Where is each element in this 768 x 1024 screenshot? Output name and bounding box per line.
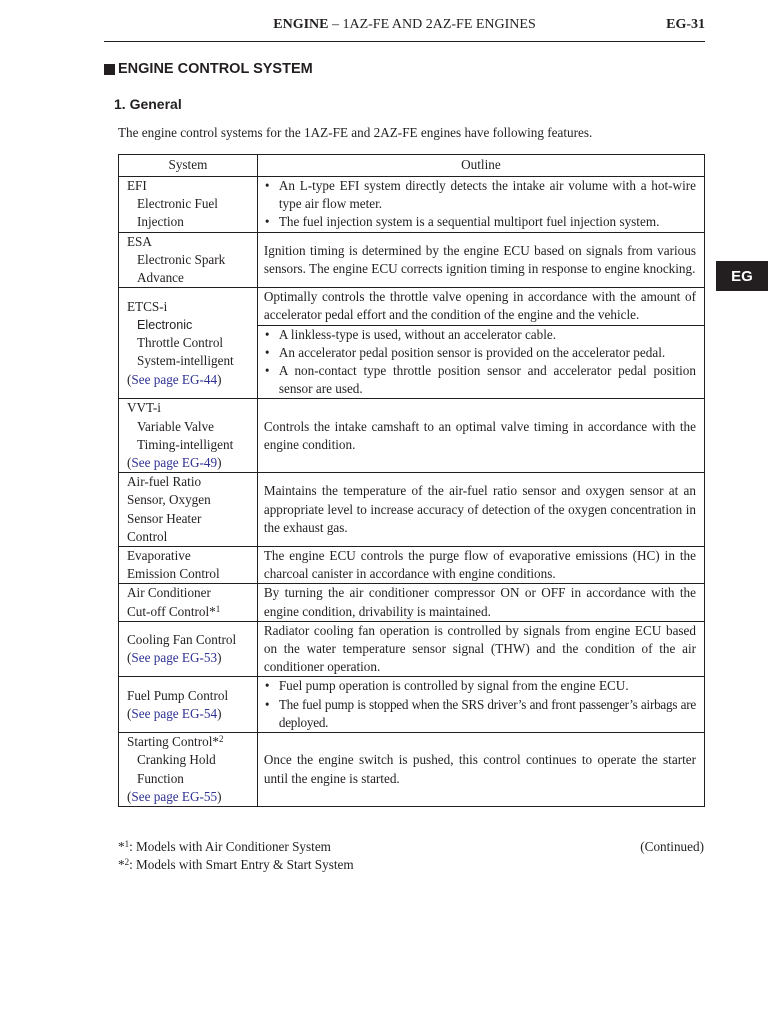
outline-cell: By turning the air conditioner compressor ON or OFF in accordance with the engine condition, drivability is maintained. xyxy=(257,584,704,621)
system-cell: Evaporative Emission Control xyxy=(119,547,258,584)
system-cell: EFI Electronic Fuel Injection xyxy=(119,177,258,233)
system-cell: ESA Electronic Spark Advance xyxy=(119,232,258,288)
footnote-2: *$^2$: Models with Smart Entry & Start System xyxy=(118,857,354,872)
system-cell: Air Conditioner Cut-off Control*$^1$ xyxy=(119,584,258,621)
table-row-starting-control xyxy=(119,733,705,807)
outline-cell: Radiator cooling fan operation is controlled by signals from engine ECU based on the water temperature sensor signal (THW) and the condition of the air conditioner operation. xyxy=(257,621,704,677)
header-title: ENGINE – 1AZ-FE AND 2AZ-FE ENGINES xyxy=(273,17,536,32)
list-item: • The fuel injection system is a sequential multiport fuel injection system. xyxy=(264,213,696,231)
table-row-cooling-fan xyxy=(119,621,705,677)
outline-cell: Ignition timing is determined by the engine ECU based on signals from various sensors. The engine ECU corrects ignition timing in response to engine knocking. xyxy=(257,232,704,288)
section-title: ENGINE CONTROL SYSTEM xyxy=(104,61,313,77)
list-item: • An L-type EFI system directly detects the intake air volume with a hot-wire type air flow meter. xyxy=(264,177,696,213)
outline-cell: Maintains the temperature of the air-fuel ratio sensor and oxygen sensor at an appropriate level to increase accuracy of detection of the oxygen concentration in the exhaust gas. xyxy=(257,473,704,547)
list-item: • Fuel pump operation is controlled by signal from the engine ECU. xyxy=(264,677,696,695)
footnote-1: *$^1$: Models with Air Conditioner System xyxy=(118,839,331,854)
outline-cell: Controls the intake camshaft to an optimal valve timing in accordance with the engine condition. xyxy=(257,399,704,473)
see-page-link[interactable]: See page EG-44 xyxy=(131,371,218,387)
system-cell: Air-fuel Ratio Sensor, Oxygen Sensor Heater Control xyxy=(119,473,258,547)
table-row-efi xyxy=(119,177,705,233)
outline-cell: Optimally controls the throttle valve opening in accordance with the amount of accelerator pedal effort and the condition of the engine and the vehicle. xyxy=(257,288,704,325)
column-header-outline: Outline xyxy=(257,155,704,177)
outline-cell xyxy=(257,677,704,733)
table-row-etcs-i xyxy=(119,288,705,325)
table-row-fuel-pump xyxy=(119,677,705,733)
outline-cell: Once the engine switch is pushed, this control continues to operate the starter until the engine is started. xyxy=(257,733,704,807)
intro-paragraph: The engine control systems for the 1AZ-FE and 2AZ-FE engines have following features. xyxy=(118,125,593,140)
list-item: • A linkless-type is used, without an accelerator cable. xyxy=(264,326,696,344)
system-cell: Cooling Fan Control (See page EG-53) xyxy=(119,621,258,677)
page-header xyxy=(104,14,705,42)
features-table xyxy=(118,154,705,807)
outline-cell: The engine ECU controls the purge flow of evaporative emissions (HC) in the charcoal canister in accordance with engine conditions. xyxy=(257,547,704,584)
system-cell: Starting Control*$^2$ Cranking Hold Function (See page EG-55) xyxy=(119,733,258,807)
outline-cell xyxy=(257,325,704,399)
table-row-esa xyxy=(119,232,705,288)
section-tab: EG xyxy=(716,261,768,291)
table-row-air-conditioner xyxy=(119,584,705,621)
table-row-vvt-i xyxy=(119,399,705,473)
system-cell: VVT-i Variable Valve Timing-intelligent (See page EG-49) xyxy=(119,399,258,473)
square-bullet-icon xyxy=(104,64,115,75)
column-header-system: System xyxy=(119,155,258,177)
subsection-title: 1. General xyxy=(114,96,182,112)
table-row-evaporative xyxy=(119,547,705,584)
table-row-air-fuel-ratio xyxy=(119,473,705,547)
see-page-link[interactable]: See page EG-49 xyxy=(131,455,218,471)
system-cell: Fuel Pump Control (See page EG-54) xyxy=(119,677,258,733)
see-page-link[interactable]: See page EG-54 xyxy=(131,705,218,721)
table-header-row xyxy=(119,155,705,177)
list-item: • The fuel pump is stopped when the SRS driver’s and front passenger’s airbags are deployed. xyxy=(264,696,696,732)
see-page-link[interactable]: See page EG-55 xyxy=(131,788,218,804)
system-cell: ETCS-i Electronic Throttle Control System-intelligent (See page EG-44) xyxy=(119,288,258,399)
continued-note: (Continued) xyxy=(640,839,704,854)
page-number: EG-31 xyxy=(666,17,705,32)
list-item: • A non-contact type throttle position sensor and accelerator pedal position sensor are used. xyxy=(264,362,696,398)
outline-cell xyxy=(257,177,704,233)
see-page-link[interactable]: See page EG-53 xyxy=(131,650,218,666)
list-item: • An accelerator pedal position sensor is provided on the accelerator pedal. xyxy=(264,344,696,362)
